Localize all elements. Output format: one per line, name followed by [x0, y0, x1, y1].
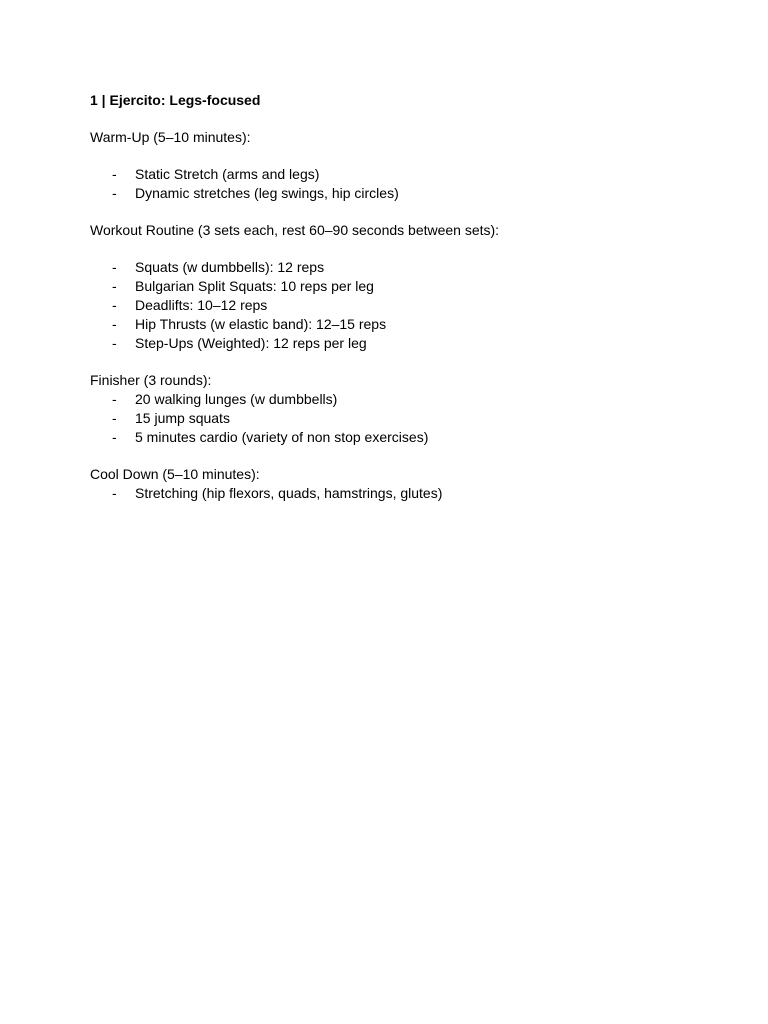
spacer [90, 147, 708, 165]
finisher-list [90, 390, 708, 447]
spacer [90, 240, 708, 258]
bullet-dash: - [112, 185, 117, 201]
list-item [90, 258, 708, 277]
list-item [90, 428, 708, 447]
workout-routine-list [90, 258, 708, 353]
bullet-dash: - [112, 410, 117, 426]
list-item-text: 15 jump squats [135, 410, 230, 426]
list-item [90, 334, 708, 353]
list-item-text: 5 minutes cardio (variety of non stop exercises) [135, 429, 429, 445]
bullet-dash: - [112, 278, 117, 294]
list-item [90, 184, 708, 203]
spacer [90, 447, 708, 465]
spacer [90, 110, 708, 128]
section-heading-warm-up: Warm-Up (5–10 minutes): [90, 129, 251, 145]
bullet-dash: - [112, 259, 117, 275]
bullet-dash: - [112, 485, 117, 501]
list-item-text: 20 walking lunges (w dumbbells) [135, 391, 338, 407]
list-item-text: Dynamic stretches (leg swings, hip circles) [135, 185, 399, 201]
list-item-text: Static Stretch (arms and legs) [135, 166, 320, 182]
list-item-text: Step-Ups (Weighted): 12 reps per leg [135, 335, 367, 351]
bullet-dash: - [112, 391, 117, 407]
spacer [90, 353, 708, 371]
bullet-dash: - [112, 335, 117, 351]
spacer [90, 203, 708, 221]
list-item [90, 390, 708, 409]
section-heading-cool-down: Cool Down (5–10 minutes): [90, 466, 260, 482]
warm-up-list [90, 165, 708, 203]
list-item [90, 277, 708, 296]
section-heading-workout-routine: Workout Routine (3 sets each, rest 60–90 seconds between sets): [90, 222, 500, 238]
list-item [90, 296, 708, 315]
list-item-text: Hip Thrusts (w elastic band): 12–15 reps [135, 316, 387, 332]
list-item [90, 165, 708, 184]
list-item [90, 484, 708, 503]
cool-down-list [90, 484, 708, 503]
bullet-dash: - [112, 297, 117, 313]
list-item [90, 315, 708, 334]
list-item-text: Squats (w dumbbells): 12 reps [135, 259, 325, 275]
list-item-text: Stretching (hip flexors, quads, hamstrings, glutes) [135, 485, 443, 501]
section-heading-finisher: Finisher (3 rounds): [90, 372, 212, 388]
bullet-dash: - [112, 429, 117, 445]
list-item-text: Bulgarian Split Squats: 10 reps per leg [135, 278, 374, 294]
bullet-dash: - [112, 316, 117, 332]
document-title: 1 | Ejercito: Legs-focused [90, 92, 261, 108]
list-item-text: Deadlifts: 10–12 reps [135, 297, 268, 313]
bullet-dash: - [112, 166, 117, 182]
list-item [90, 409, 708, 428]
